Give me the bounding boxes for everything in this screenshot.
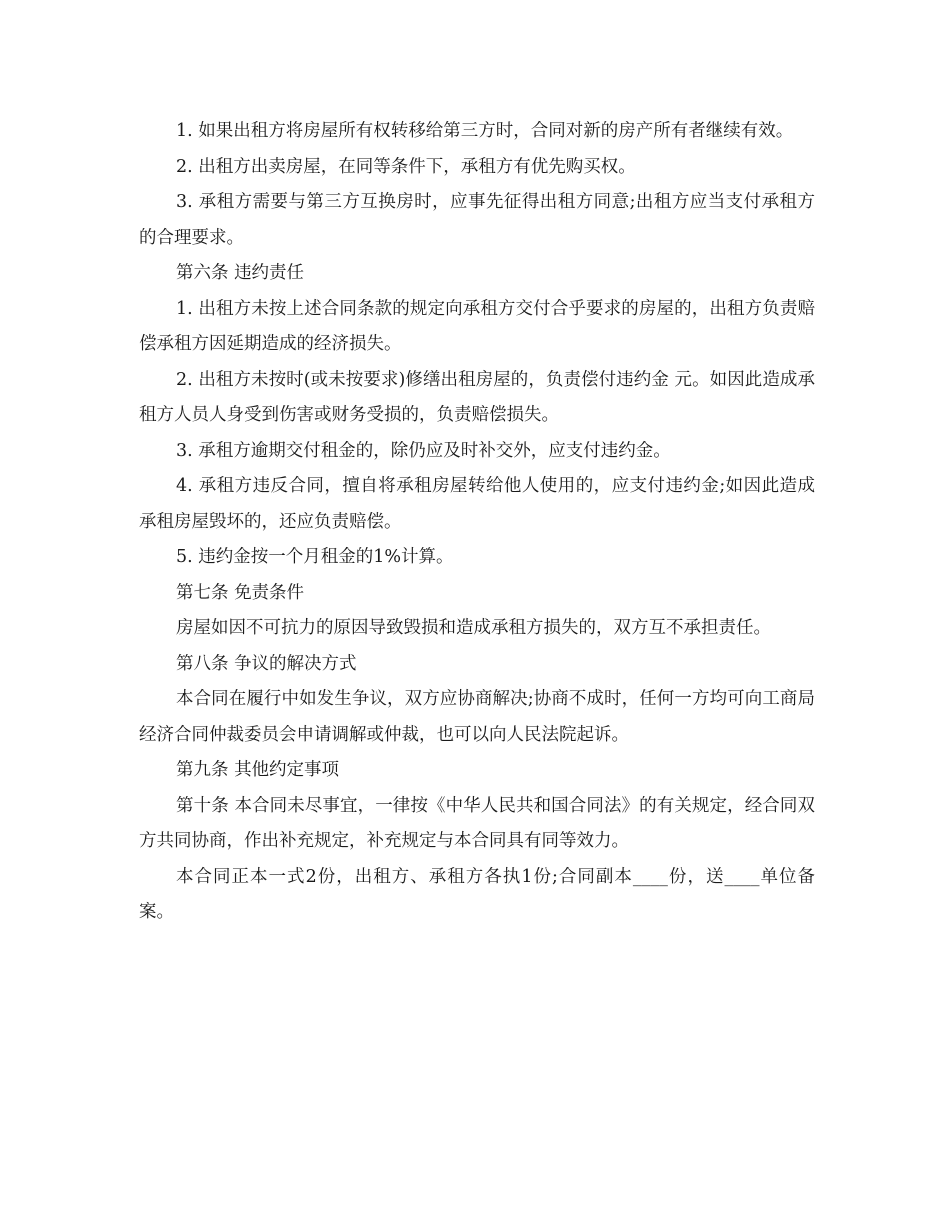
clause-7-heading: 第七条 免责条件 xyxy=(176,582,305,603)
clause-5-item-3: 3. 承租方需要与第三方互换房时，应事先征得出租方同意;出租方应当支付承租方的合理要求。 xyxy=(139,192,815,248)
clause-6-item-5: 5. 违约金按一个月租金的1%计算。 xyxy=(176,547,454,567)
clause-6-item-2: 2. 出租方未按时(或未按要求)修缮出租房屋的，负责偿付违约金 元。如因此造成承租方人员人身受到伤害或财务受损的，负责赔偿损失。 xyxy=(139,369,815,425)
clause-6-heading: 第六条 违约责任 xyxy=(176,263,305,283)
copies-paragraph: 本合同正本一式2份，出租方、承租方各执1份;合同副本____份，送____单位备案。 xyxy=(139,866,815,922)
document-body xyxy=(139,114,815,931)
clause-6-item-1: 1. 出租方未按上述合同条款的规定向承租方交付合乎要求的房屋的，出租方负责赔偿承租方因延期造成的经济损失。 xyxy=(139,298,815,354)
clause-10-text: 第十条 本合同未尽事宜，一律按《中华人民共和国合同法》的有关规定，经合同双方共同协商，作出补充规定，补充规定与本合同具有同等效力。 xyxy=(139,795,815,851)
clause-7-text: 房屋如因不可抗力的原因导致毁损和造成承租方损失的，双方互不承担责任。 xyxy=(176,618,771,638)
clause-8-text: 本合同在履行中如发生争议，双方应协商解决;协商不成时，任何一方均可向工商局经济合同仲裁委员会申请调解或仲裁，也可以向人民法院起诉。 xyxy=(139,689,815,745)
clause-5-item-2: 2. 出租方出卖房屋，在同等条件下，承租方有优先购买权。 xyxy=(176,156,636,177)
clause-5-item-1: 1. 如果出租方将房屋所有权转移给第三方时，合同对新的房产所有者继续有效。 xyxy=(176,121,794,141)
clause-6-item-3: 3. 承租方逾期交付租金的，除仍应及时补交外，应支付违约金。 xyxy=(176,440,671,461)
clause-8-heading: 第八条 争议的解决方式 xyxy=(176,653,357,674)
clause-6-item-4: 4. 承租方违反合同，擅自将承租房屋转给他人使用的，应支付违约金;如因此造成承租房屋毁坏的，还应负责赔偿。 xyxy=(139,476,815,532)
clause-9-heading: 第九条 其他约定事项 xyxy=(176,760,340,780)
